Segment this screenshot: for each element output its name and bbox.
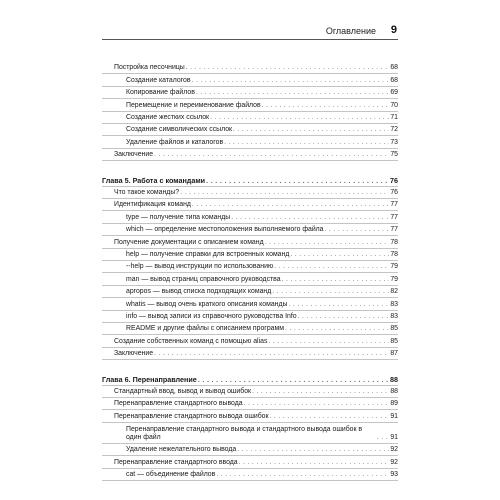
toc-entry-row[interactable] xyxy=(102,398,398,410)
toc-page-number: 79 xyxy=(390,275,398,283)
running-header-title: Оглавление xyxy=(325,26,376,36)
toc-leader-dots xyxy=(180,189,389,197)
toc-entry-title: Создание собственных команд с помощью alias xyxy=(114,337,268,345)
toc-page-number: 91 xyxy=(390,433,398,441)
toc-entry-title: Перенаправление стандартного вывода xyxy=(114,400,243,408)
toc-leader-dots xyxy=(272,288,389,296)
toc-entry-row[interactable] xyxy=(102,136,398,148)
toc-entry-row[interactable] xyxy=(102,249,398,261)
toc-entry-row[interactable] xyxy=(102,386,398,398)
toc-page-number: 92 xyxy=(390,446,398,454)
toc-entry-title: apropos — вывод списка подходящих команд xyxy=(126,288,272,296)
toc-leader-dots xyxy=(285,325,389,333)
toc-leader-dots xyxy=(274,263,389,271)
toc-entry-row[interactable] xyxy=(102,444,398,456)
toc-leader-dots xyxy=(239,459,389,467)
toc-entry-title: Перемещение и переименование файлов xyxy=(126,101,261,109)
toc-entry-title: type — получение типа команды xyxy=(126,213,231,221)
toc-page-number: 77 xyxy=(390,201,398,209)
toc-leader-dots xyxy=(216,471,389,479)
toc-leader-dots xyxy=(154,350,389,358)
toc-leader-dots xyxy=(298,313,389,321)
toc-entry-row[interactable] xyxy=(102,273,398,285)
toc-entry-row[interactable] xyxy=(102,124,398,136)
toc-entry-row[interactable] xyxy=(102,348,398,360)
toc-entry-title: Что такое команды? xyxy=(114,189,180,197)
toc-page-number: 82 xyxy=(390,288,398,296)
toc-entry-title: README и другие файлы с описанием программ xyxy=(126,325,284,333)
toc-entry-row[interactable] xyxy=(102,410,398,422)
toc-leader-dots xyxy=(244,400,389,408)
toc-leader-dots xyxy=(206,177,389,185)
toc-page-number: 87 xyxy=(390,350,398,358)
toc-spacer xyxy=(102,161,398,173)
toc-leader-dots xyxy=(186,64,389,72)
page-header xyxy=(102,23,398,40)
toc-page-number: 75 xyxy=(390,151,398,159)
toc-entry-row[interactable] xyxy=(102,87,398,99)
toc-leader-dots xyxy=(233,126,389,134)
toc-entry-title: Копирование файлов xyxy=(126,89,195,97)
toc-page-number: 88 xyxy=(390,374,398,384)
toc-entry-title: whatis — вывод очень краткого описания команды xyxy=(126,300,288,308)
toc-page-number: 83 xyxy=(390,300,398,308)
toc-page-number: 71 xyxy=(390,113,398,121)
toc-leader-dots xyxy=(252,388,389,396)
toc-page-number: 76 xyxy=(390,175,398,185)
toc-entry-row[interactable] xyxy=(102,199,398,211)
toc-page-number: 93 xyxy=(390,470,398,478)
toc-entry-row[interactable] xyxy=(102,423,398,444)
toc-entry-row[interactable] xyxy=(102,286,398,298)
toc-leader-dots xyxy=(196,89,389,97)
toc-entry-row[interactable] xyxy=(102,335,398,347)
toc-entry-title: cat — объединение файлов xyxy=(126,470,216,478)
toc-chapter-row[interactable] xyxy=(102,173,398,187)
toc-page-number: 85 xyxy=(390,337,398,345)
toc-entry-title: --help — вывод инструкции по использованию xyxy=(126,263,274,271)
toc-page-number: 78 xyxy=(390,238,398,246)
toc-leader-dots xyxy=(237,446,389,454)
toc-page-number: 85 xyxy=(390,325,398,333)
toc-leader-dots xyxy=(377,434,389,442)
toc-entry-title: Перенаправление стандартного вывода ошибок xyxy=(114,412,269,420)
table-of-contents xyxy=(102,62,398,481)
toc-entry-row[interactable] xyxy=(102,298,398,310)
toc-page-number: 77 xyxy=(390,226,398,234)
toc-entry-title: Идентификация команд xyxy=(114,201,191,209)
toc-page-number: 78 xyxy=(390,250,398,258)
toc-leader-dots xyxy=(265,239,389,247)
toc-entry-row[interactable] xyxy=(102,456,398,468)
toc-leader-dots xyxy=(288,301,389,309)
toc-entry-row[interactable] xyxy=(102,74,398,86)
toc-entry-title: Заключение xyxy=(114,350,154,358)
toc-page-number: 91 xyxy=(390,412,398,420)
toc-leader-dots xyxy=(325,226,389,234)
toc-leader-dots xyxy=(154,151,389,159)
toc-entry-title: Перенаправление стандартного ввода xyxy=(114,458,238,466)
toc-entry-row[interactable] xyxy=(102,469,398,481)
toc-page-number: 89 xyxy=(390,400,398,408)
toc-entry-title: Постройка песочницы xyxy=(114,64,185,72)
toc-page-number: 70 xyxy=(390,101,398,109)
toc-entry-title: Создание жестких ссылок xyxy=(126,113,210,121)
toc-entry-row[interactable] xyxy=(102,323,398,335)
toc-page-number: 92 xyxy=(390,458,398,466)
toc-page-number: 69 xyxy=(390,89,398,97)
toc-entry-title: man — вывод страниц справочного руководства xyxy=(126,275,281,283)
toc-leader-dots xyxy=(269,413,389,421)
toc-leader-dots xyxy=(192,201,389,209)
toc-leader-dots xyxy=(210,114,389,122)
toc-page-number: 73 xyxy=(390,138,398,146)
toc-entry-row[interactable] xyxy=(102,311,398,323)
toc-entry-title: Заключение xyxy=(114,151,154,159)
toc-entry-title: Создание символических ссылок xyxy=(126,126,233,134)
toc-leader-dots xyxy=(262,102,389,110)
toc-page-number: 68 xyxy=(390,76,398,84)
toc-page-number: 76 xyxy=(390,189,398,197)
toc-page-number: 83 xyxy=(390,312,398,320)
toc-entry-title: Создание каталогов xyxy=(126,76,191,84)
toc-entry-title: Стандартный ввод, вывод и вывод ошибок xyxy=(114,387,252,395)
toc-entry-title: which — определение местоположения выполняемого файла xyxy=(126,226,324,234)
toc-entry-row[interactable] xyxy=(102,149,398,161)
toc-leader-dots xyxy=(198,376,389,384)
toc-entry-title: Глава 6. Перенаправление xyxy=(102,374,197,384)
page-number: 9 xyxy=(390,24,397,36)
toc-entry-title: Глава 5. Работа с командами xyxy=(102,175,206,185)
toc-entry-row[interactable] xyxy=(102,261,398,273)
toc-entry-title: help — получение справки для встроенных команд xyxy=(126,250,290,258)
toc-leader-dots xyxy=(282,276,389,284)
toc-leader-dots xyxy=(290,251,389,259)
toc-spacer xyxy=(102,360,398,372)
toc-leader-dots xyxy=(268,338,389,346)
toc-entry-row[interactable] xyxy=(102,62,398,74)
toc-page-number: 79 xyxy=(390,263,398,271)
toc-page-number: 68 xyxy=(390,64,398,72)
toc-page-number: 77 xyxy=(390,213,398,221)
toc-entry-title: info — вывод записи из справочного руководства Info xyxy=(126,312,297,320)
toc-entry-row[interactable] xyxy=(102,99,398,111)
toc-entry-row[interactable] xyxy=(102,224,398,236)
toc-entry-row[interactable] xyxy=(102,187,398,199)
toc-page-number: 88 xyxy=(390,387,398,395)
toc-entry-title: Перенаправление стандартного вывода и стандартного вывода ошибок в один файл xyxy=(126,425,363,441)
toc-chapter-row[interactable] xyxy=(102,372,398,386)
toc-entry-title: Удаление файлов и каталогов xyxy=(126,138,224,146)
toc-entry-row[interactable] xyxy=(102,211,398,223)
toc-leader-dots xyxy=(192,77,389,85)
toc-leader-dots xyxy=(231,214,389,222)
toc-leader-dots xyxy=(224,139,389,147)
toc-entry-title: Удаление нежелательного вывода xyxy=(126,446,237,454)
toc-page-number: 72 xyxy=(390,126,398,134)
toc-entry-row[interactable] xyxy=(102,236,398,248)
toc-entry-title: Получение документации с описанием команд xyxy=(114,238,264,246)
toc-entry-row[interactable] xyxy=(102,112,398,124)
